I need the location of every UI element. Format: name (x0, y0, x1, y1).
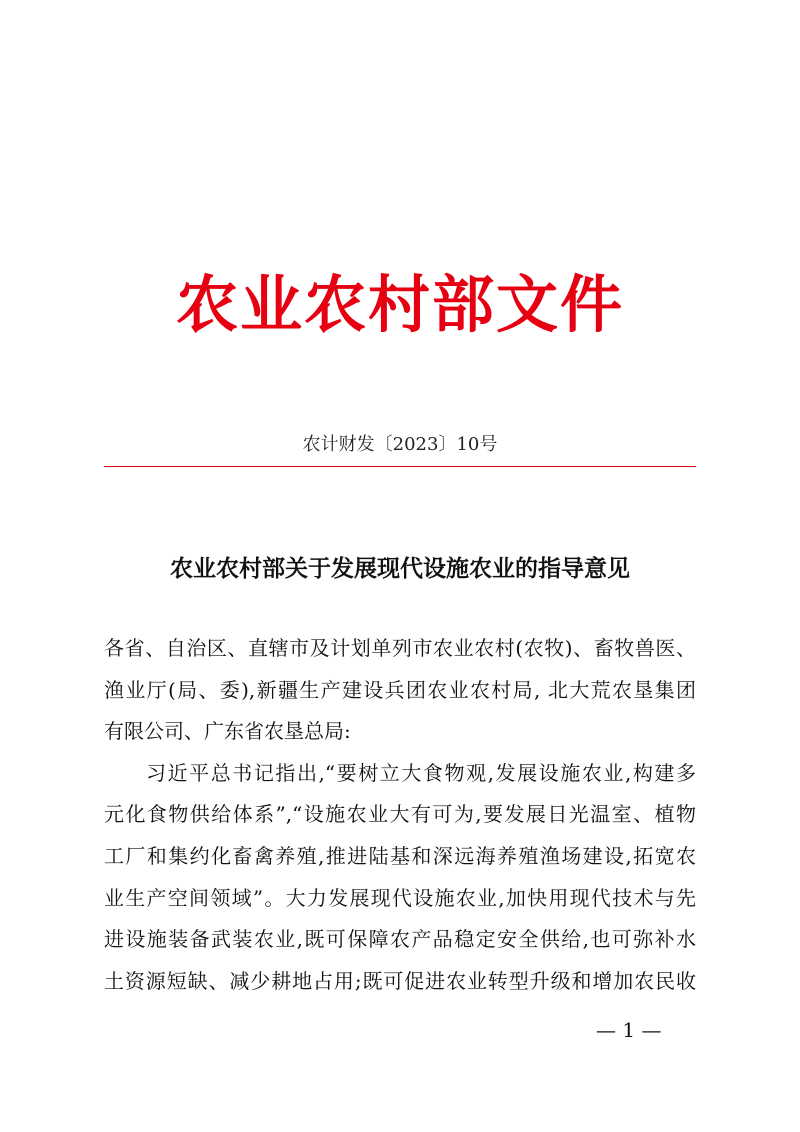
body-line: 业生产空间领域”。大力发展现代设施农业,加快用现代技术与先 (104, 885, 696, 910)
body-line: 有限公司、广东省农垦总局: (104, 719, 351, 744)
body-line: 工厂和集约化畜禽养殖,推进陆基和深远海养殖渔场建设,拓宽农 (104, 843, 696, 868)
document-title: 农业农村部关于发展现代设施农业的指导意见 (170, 555, 630, 582)
body-line: 土资源短缺、减少耕地占用;既可促进农业转型升级和增加农民收 (104, 968, 696, 993)
body-line: 进设施装备武装农业,既可保障农产品稳定安全供给,也可弥补水 (104, 927, 696, 952)
document-number: 农计财发〔2023〕10号 (302, 434, 498, 455)
body-line: 各省、自治区、直辖市及计划单列市农业农村(农牧)、畜牧兽医、 (104, 636, 696, 660)
red-divider (104, 466, 696, 467)
document-body (104, 628, 696, 1002)
body-line: 习近平总书记指出,“要树立大食物观,发展设施农业,构建多 (146, 760, 696, 785)
body-line: 渔业厅(局、委),新疆生产建设兵团农业农村局, 北大荒农垦集团 (104, 677, 696, 702)
document-header-title: 农业农村部文件 (175, 268, 624, 341)
body-line: 元化食物供给体系”,“设施农业大有可为,要发展日光温室、植物 (104, 802, 696, 827)
page-number: — 1 — (596, 1018, 662, 1042)
